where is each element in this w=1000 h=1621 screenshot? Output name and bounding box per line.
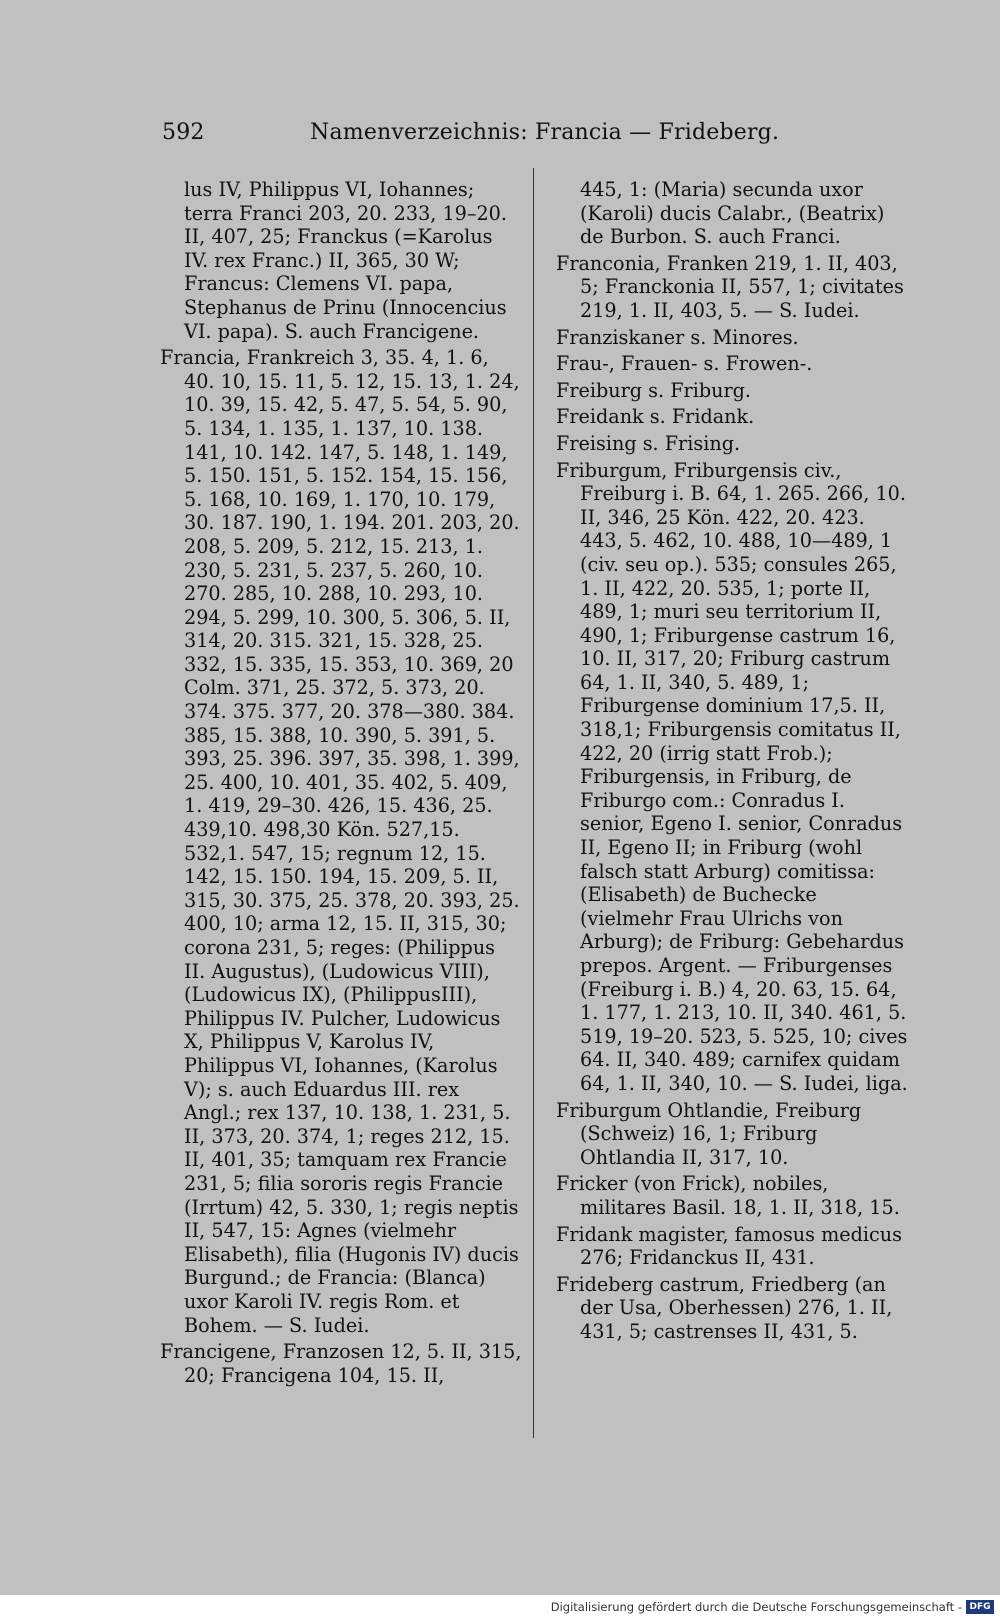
funding-notice: Digitalisierung gefördert durch die Deutsche Forschungsgemeinschaft -: [550, 1600, 962, 1614]
index-entry-continuation: 445, 1: (Maria) secunda uxor (Karoli) ducis Calabr., (Beatrix) de Burbon. S. auch Franci.: [580, 178, 885, 249]
dfg-logo-icon: DFG: [966, 1600, 994, 1614]
index-entry-friburgum-ohtlandie: Friburgum Ohtlandie, Freiburg (Schweiz) 16, 1; Friburg Ohtlandia II, 317, 10.: [556, 1098, 862, 1169]
index-entry-frau: Frau-, Frauen- s. Frowen-.: [556, 352, 813, 376]
index-entry-freidank: Freidank s. Fridank.: [556, 405, 755, 429]
index-entry-fridank: Fridank magister, famosus medicus 276; Fridanckus II, 431.: [556, 1222, 903, 1270]
index-entry-franziskaner: Franziskaner s. Minores.: [556, 325, 799, 349]
page-title: Namenverzeichnis: Francia — Frideberg.: [310, 120, 780, 145]
index-entry-freising: Freising s. Frising.: [556, 431, 741, 455]
column-divider: [533, 168, 534, 1438]
index-entry-francia: Francia, Frankreich 3, 35. 4, 1. 6, 40. 10, 15. 11, 5. 12, 15. 13, 1. 24, 10. 39, 15. 42, 5. 47, 5. 54, 5. 90, 5. 134, 1. 135, 1. 137, 10. 138. 141, 10. 142. 147, 5. 148, 1. 149, 5. 150. 151, 5. 152. 154, 15. 156, 5. 168, 10. 169, 1. 170, 10. 179, 30. 187. 190, 1. 194. 201. 203, 20. 208, 5. 209, 5. 212, 15. 213, 1. 230, 5. 231, 5. 237, 5. 260, 10. 270. 285, 10. 288, 10. 293, 10. 294, 5. 299, 10. 300, 5. 306, 5. II, 314, 20. 315. 321, 15. 328, 25. 332, 15. 335, 15. 353, 10. 369, 20 Colm. 371, 25. 372, 5. 373, 20. 374. 375. 377, 20. 378—380. 384. 385, 15. 388, 10. 390, 5. 391, 5. 393, 25. 396. 397, 35. 398, 1. 399, 25. 400, 10. 401, 35. 402, 5. 409, 1. 419, 29–30. 426, 15. 436, 25. 439,10. 498,30 Kön. 527,15. 532,1. 547, 15; regnum 12, 15. 142, 15. 150. 194, 15. 209, 5. II, 315, 30. 375, 25. 378, 20. 393, 25. 400, 10; arma 12, 15. II, 315, 30; corona 231, 5; reges: (Philippus II. Augustus), (Ludowicus VIII), (Ludowicus IX), (PhilippusIII), Philippus IV. Pulcher, Ludowicus X, Philippus V, Karolus IV, Philippus VI, Iohannes, (Karolus V); s. auch Eduardus III. rex Angl.; rex 137, 10. 138, 1. 231, 5. II, 373, 20. 374, 1; reges 212, 15. II, 401, 35; tamquam rex Francie 231, 5; filia sororis regis Francie (Irrtum) 42, 5. 330, 1; regis neptis II, 547, 15: Agnes (vielmehr Elisabeth), filia (Hugonis IV) ducis Burgund.; de Francia: (Blanca) uxor Karoli IV. regis Rom. et Bohem. — S. Iudei.: [160, 346, 520, 1337]
index-entry-friburgum: Friburgum, Friburgensis civ., Freiburg i. B. 64, 1. 265. 266, 10. II, 346, 25 Kön. 422, 20. 423. 443, 5. 462, 10. 488, 10—489, 1 (civ. seu op.). 535; consules 265, 1. II, 422, 20. 535, 1; porte II, 489, 1; muri seu territorium II, 490, 1; Friburgense castrum 16, 10. II, 317, 20; Friburg castrum 64, 1. II, 340, 5. 489, 1; Friburgense dominium 17,5. II, 318,1; Friburgensis comitatus II, 422, 20 (irrig statt Frob.); Friburgensis, in Friburg, de Friburgo com.: Conradus I. senior, Egeno I. senior, Conradus II, Egeno II; in Friburg (wohl falsch statt Arburg) comitissa: (Elisabeth) de Buchecke (vielmehr Frau Ulrichs von Arburg); de Friburg: Gebehardus prepos. Argent. — Friburgenses (Freiburg i. B.) 4, 20. 63, 15. 64, 1. 177, 1. 213, 10. II, 340. 461, 5. 519, 19–20. 523, 5. 525, 10; cives 64. II, 340. 489; carnifex quidam 64, 1. II, 340, 10. — S. Iudei, liga.: [556, 458, 908, 1095]
index-entry-continuation: lus IV, Philippus VI, Iohannes; terra Franci 203, 20. 233, 19–20. II, 407, 25; Franckus (=Karolus IV. rex Franc.) II, 365, 30 W; Francus: Clemens VI. papa, Stephanus de Prinu (Innocencius VI. papa). S. auch Francigene.: [184, 178, 507, 343]
index-entry-fricker: Fricker (von Frick), nobiles, militares Basil. 18, 1. II, 318, 15.: [556, 1172, 900, 1219]
index-column-left: [160, 178, 522, 1387]
index-entry-francigene: Francigene, Franzosen 12, 5. II, 315, 20; Francigena 104, 15. II,: [160, 1340, 522, 1387]
footer-bar: [0, 1595, 1000, 1621]
index-entry-freiburg: Freiburg s. Friburg.: [556, 378, 752, 402]
index-entry-franconia: Franconia, Franken 219, 1. II, 403, 5; Franckonia II, 557, 1; civitates 219, 1. II, 403, 5. — S. Iudei.: [556, 251, 904, 322]
index-entry-frideberg: Frideberg castrum, Friedberg (an der Usa, Oberhessen) 276, 1. II, 431, 5; castrenses II, 431, 5.: [556, 1272, 893, 1343]
index-column-right: [556, 178, 911, 1344]
page-number: 592: [162, 120, 205, 145]
